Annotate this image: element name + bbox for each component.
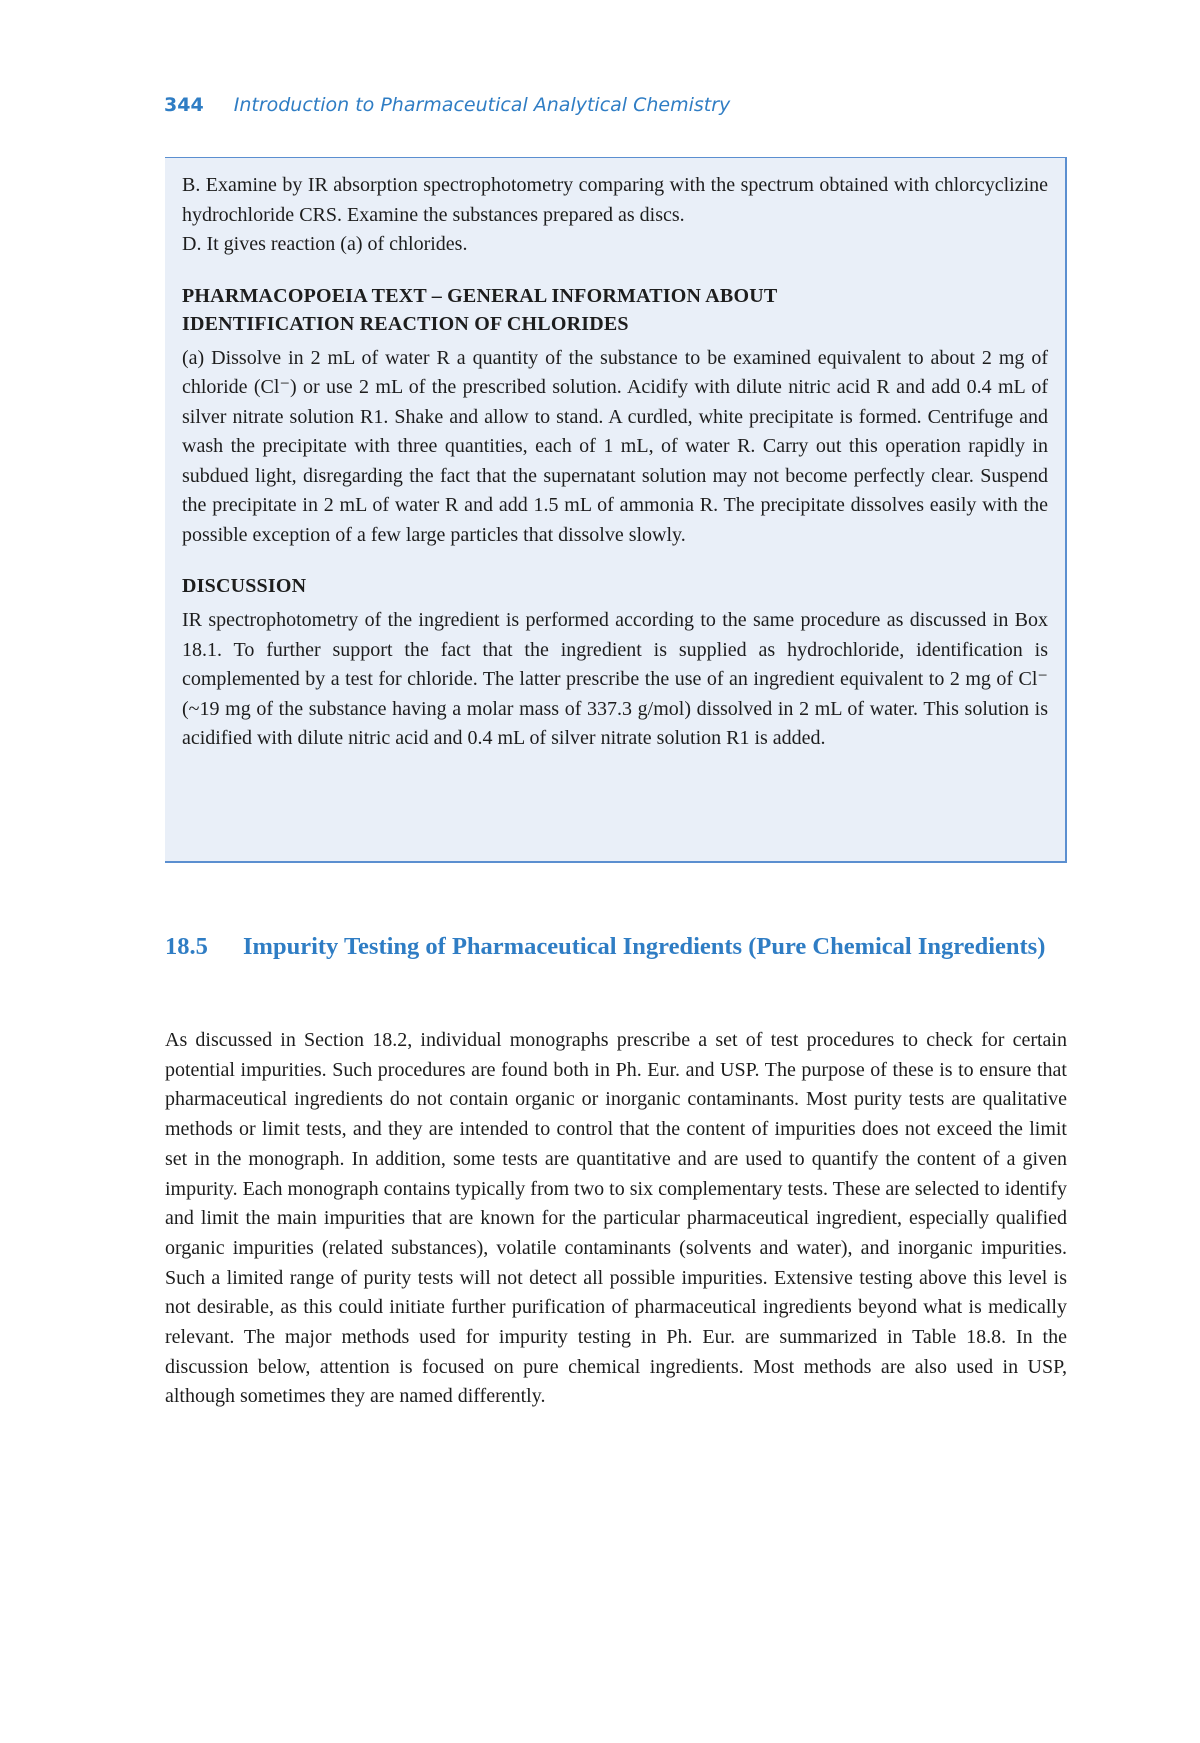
page-number: 344 [164, 94, 204, 116]
box-intro-b: B. Examine by IR absorption spectrophotometry comparing with the spectrum obtained with chlorcyclizine hydrochloride CRS. Examine the substances prepared as discs. [182, 174, 1048, 226]
section-heading [165, 930, 1065, 963]
pharmacopoeia-heading [182, 282, 1048, 338]
discussion-heading: DISCUSSION [182, 575, 307, 597]
section-title: Impurity Testing of Pharmaceutical Ingredients (Pure Chemical Ingredients) [243, 933, 1046, 960]
example-box [165, 157, 1067, 863]
running-title: Introduction to Pharmaceutical Analytical Chemistry [233, 94, 731, 116]
pharmacopoeia-heading-line1: PHARMACOPOEIA TEXT – GENERAL INFORMATION ABOUT [182, 284, 778, 307]
pharmacopoeia-text: (a) Dissolve in 2 mL of water R a quantity of the substance to be examined equivalent to about 2 mg of chloride (Cl⁻) or use 2 mL of the prescribed solution. Acidify with dilute nitric acid R and add 0.4 mL of silver nitrate solution R1. Shake and allow to stand. A curdled, white precipitate is formed. Centrifuge and wash the precipitate with three quantities, each of 1 mL, of water R. Carry out this operation rapidly in subdued light, disregarding the fact that the supernatant solution may not become perfectly clear. Suspend the precipitate in 2 mL of water R and add 1.5 mL of ammonia R. The precipitate dissolves easily with the possible exception of a few large particles that dissolve slowly. [182, 346, 1048, 546]
body-paragraph: As discussed in Section 18.2, individual monographs prescribe a set of test procedures to check for certain potential impurities. Such procedures are found both in Ph. Eur. and USP. The purpose of these is to ensure that pharmaceutical ingredients do not contain organic or inorganic contaminants. Most purity tests are qualitative methods or limit tests, and they are intended to control that the content of impurities does not exceed the limit set in the monograph. In addition, some tests are quantitative and are used to quantify the content of a given impurity. Each monograph contains typically from two to six complementary tests. These are selected to identify and limit the main impurities that are known for the particular pharmaceutical ingredient, especially qualified organic impurities (related substances), volatile contaminants (solvents and water), and inorganic impurities. Such a limited range of purity tests will not detect all possible impurities. Extensive testing above this level is not desirable, as this could initiate further purification of pharmaceutical ingredients beyond what is medically relevant. The major methods used for impurity testing in Ph. Eur. are summarized in Table 18.8. In the discussion below, attention is focused on pure chemical ingredients. Most methods are also used in USP, although sometimes they are named differently. [165, 1029, 1067, 1408]
discussion-text: IR spectrophotometry of the ingredient is performed according to the same procedure as discussed in Box 18.1. To further support the fact that the ingredient is supplied as hydrochloride, identification is complemented by a test for chloride. The latter prescribe the use of an ingredient equivalent to 2 mg of Cl⁻ (~19 mg of the substance having a molar mass of 337.3 g/mol) dissolved in 2 mL of water. This solution is acidified with dilute nitric acid and 0.4 mL of silver nitrate solution R1 is added. [182, 609, 1048, 749]
pharmacopoeia-heading-line2: IDENTIFICATION REACTION OF CHLORIDES [182, 312, 629, 335]
section-number: 18.5 [165, 933, 208, 960]
running-head [164, 94, 730, 116]
box-intro-d: D. It gives reaction (a) of chlorides. [182, 233, 468, 255]
